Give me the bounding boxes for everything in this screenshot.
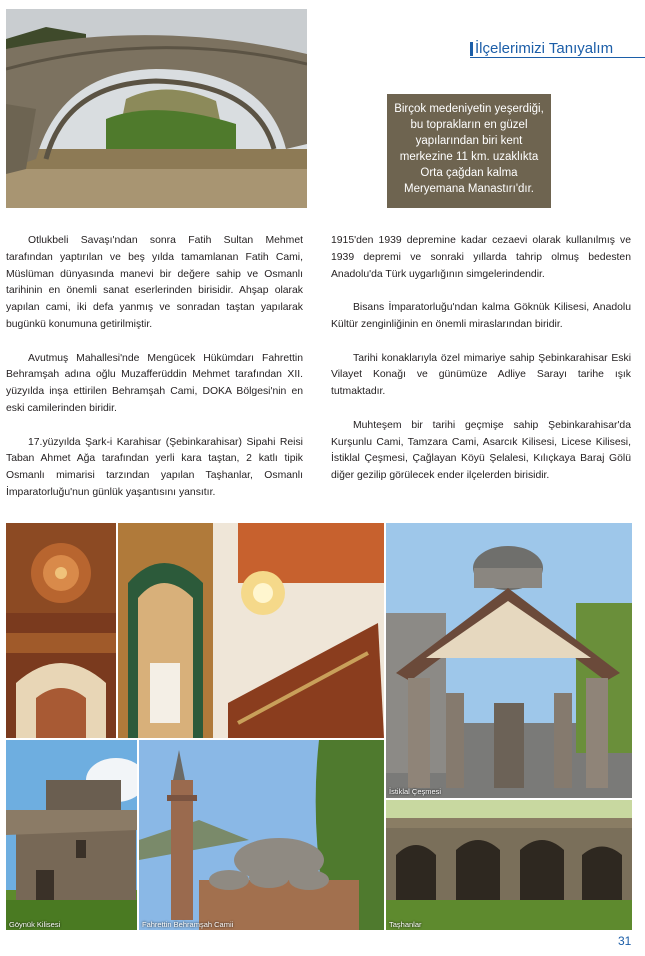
istiklal-fountain-photo [386, 523, 632, 798]
section-title-rule [470, 57, 645, 58]
article-paragraph: Avutmuş Mahallesi'nde Mengücek Hükümdarı Fahrettin Behramşah adına oğlu Muzafferüddin Mehmet tarafından XII. yüzyılda inşa ettirilen Behramşah Cami, DOKA Bölgesi'nin en eski camilerinden biridir. [6, 352, 303, 414]
article-column-left [6, 233, 303, 519]
tashanlar-photo [386, 800, 632, 930]
mosque-interior-photo [118, 523, 384, 738]
callout-box: Birçok medeniyetin yeşerdiği, bu toprakların en güzel yapılarından biri kent merkezine 11 km. uzaklıkta Orta çağdan kalma Meryemana Manastırı'dır. [387, 94, 551, 208]
article-paragraph: Tarihi konaklarıyla özel mimariye sahip Şebinkarahisar Eski Vilayet Konağı ve günümüze Adliye Sarayı tarihe ışık tutmaktadır. [331, 352, 631, 398]
photo-label-goynuk: Göynük Kilisesi [9, 920, 61, 929]
photo-label-tashanlar: Taşhanlar [389, 920, 422, 929]
stone-bridge-photo [6, 9, 307, 208]
article-paragraph: Otlukbeli Savaşı'ndan sonra Fatih Sultan Mehmet tarafından yaptırılan ve beş yılda tamamlanan Fatih Cami, Müslüman dünyasında manevi bir değere sahip ve Osmanlı tarihinin en önemli sanat eserlerinden birisidir. Ahşap olarak yapılan cami, iki defa yanmış ve sonradan taştan yapılarak bugünkü konumuna getirilmiştir. [6, 235, 303, 330]
article-column-right [331, 233, 631, 502]
photo-label-istiklal: İstiklal Çeşmesi [389, 787, 442, 796]
article-paragraph: 17.yüzyılda Şark-i Karahisar (Şebinkarahisar) Sipahi Reisi Taban Ahmet Ağa tarafından yerli kara taştan, 2 katlı tipik Osmanlı mimarisi tarzından yapılan Taşhanlar, Osmanlı İmparatorluğu'nun günlük yaşantısını yansıtır. [6, 436, 303, 498]
photo-label-behramsah: Fahrettin Behramşah Camii [142, 920, 234, 929]
article-paragraph: 1915'den 1939 depremine kadar cezaevi olarak kullanılmış ve 1939 depremi ve sonraki yıllarda tahrip olmuş bedesten Anadolu'da Türk uygarlığının simgelerindendir. [331, 235, 631, 280]
behramsah-mosque-photo [139, 740, 384, 930]
article-paragraph: Muhteşem bir tarihi geçmişe sahip Şebinkarahisar'da Kurşunlu Cami, Tamzara Cami, Asarcık Kilisesi, Licese Kilisesi, İstiklal Çeşmesi, Çağlayan Köyü Şelalesi, Kılıçkaya Baraj Gölü diğer gezilip görülecek ender ilçelerden birisidir. [331, 419, 631, 482]
page-number: 31 [618, 934, 632, 948]
goynuk-church-photo [6, 740, 137, 930]
section-title: İlçelerimizi Tanıyalım [475, 40, 614, 57]
mosque-ceiling-photo [6, 523, 116, 738]
section-title-bar [470, 42, 473, 56]
article-paragraph: Bisans İmparatorluğu'ndan kalma Göknük Kilisesi, Anadolu Kültür zenginliğinin en önemli miraslarından biridir. [331, 302, 631, 330]
